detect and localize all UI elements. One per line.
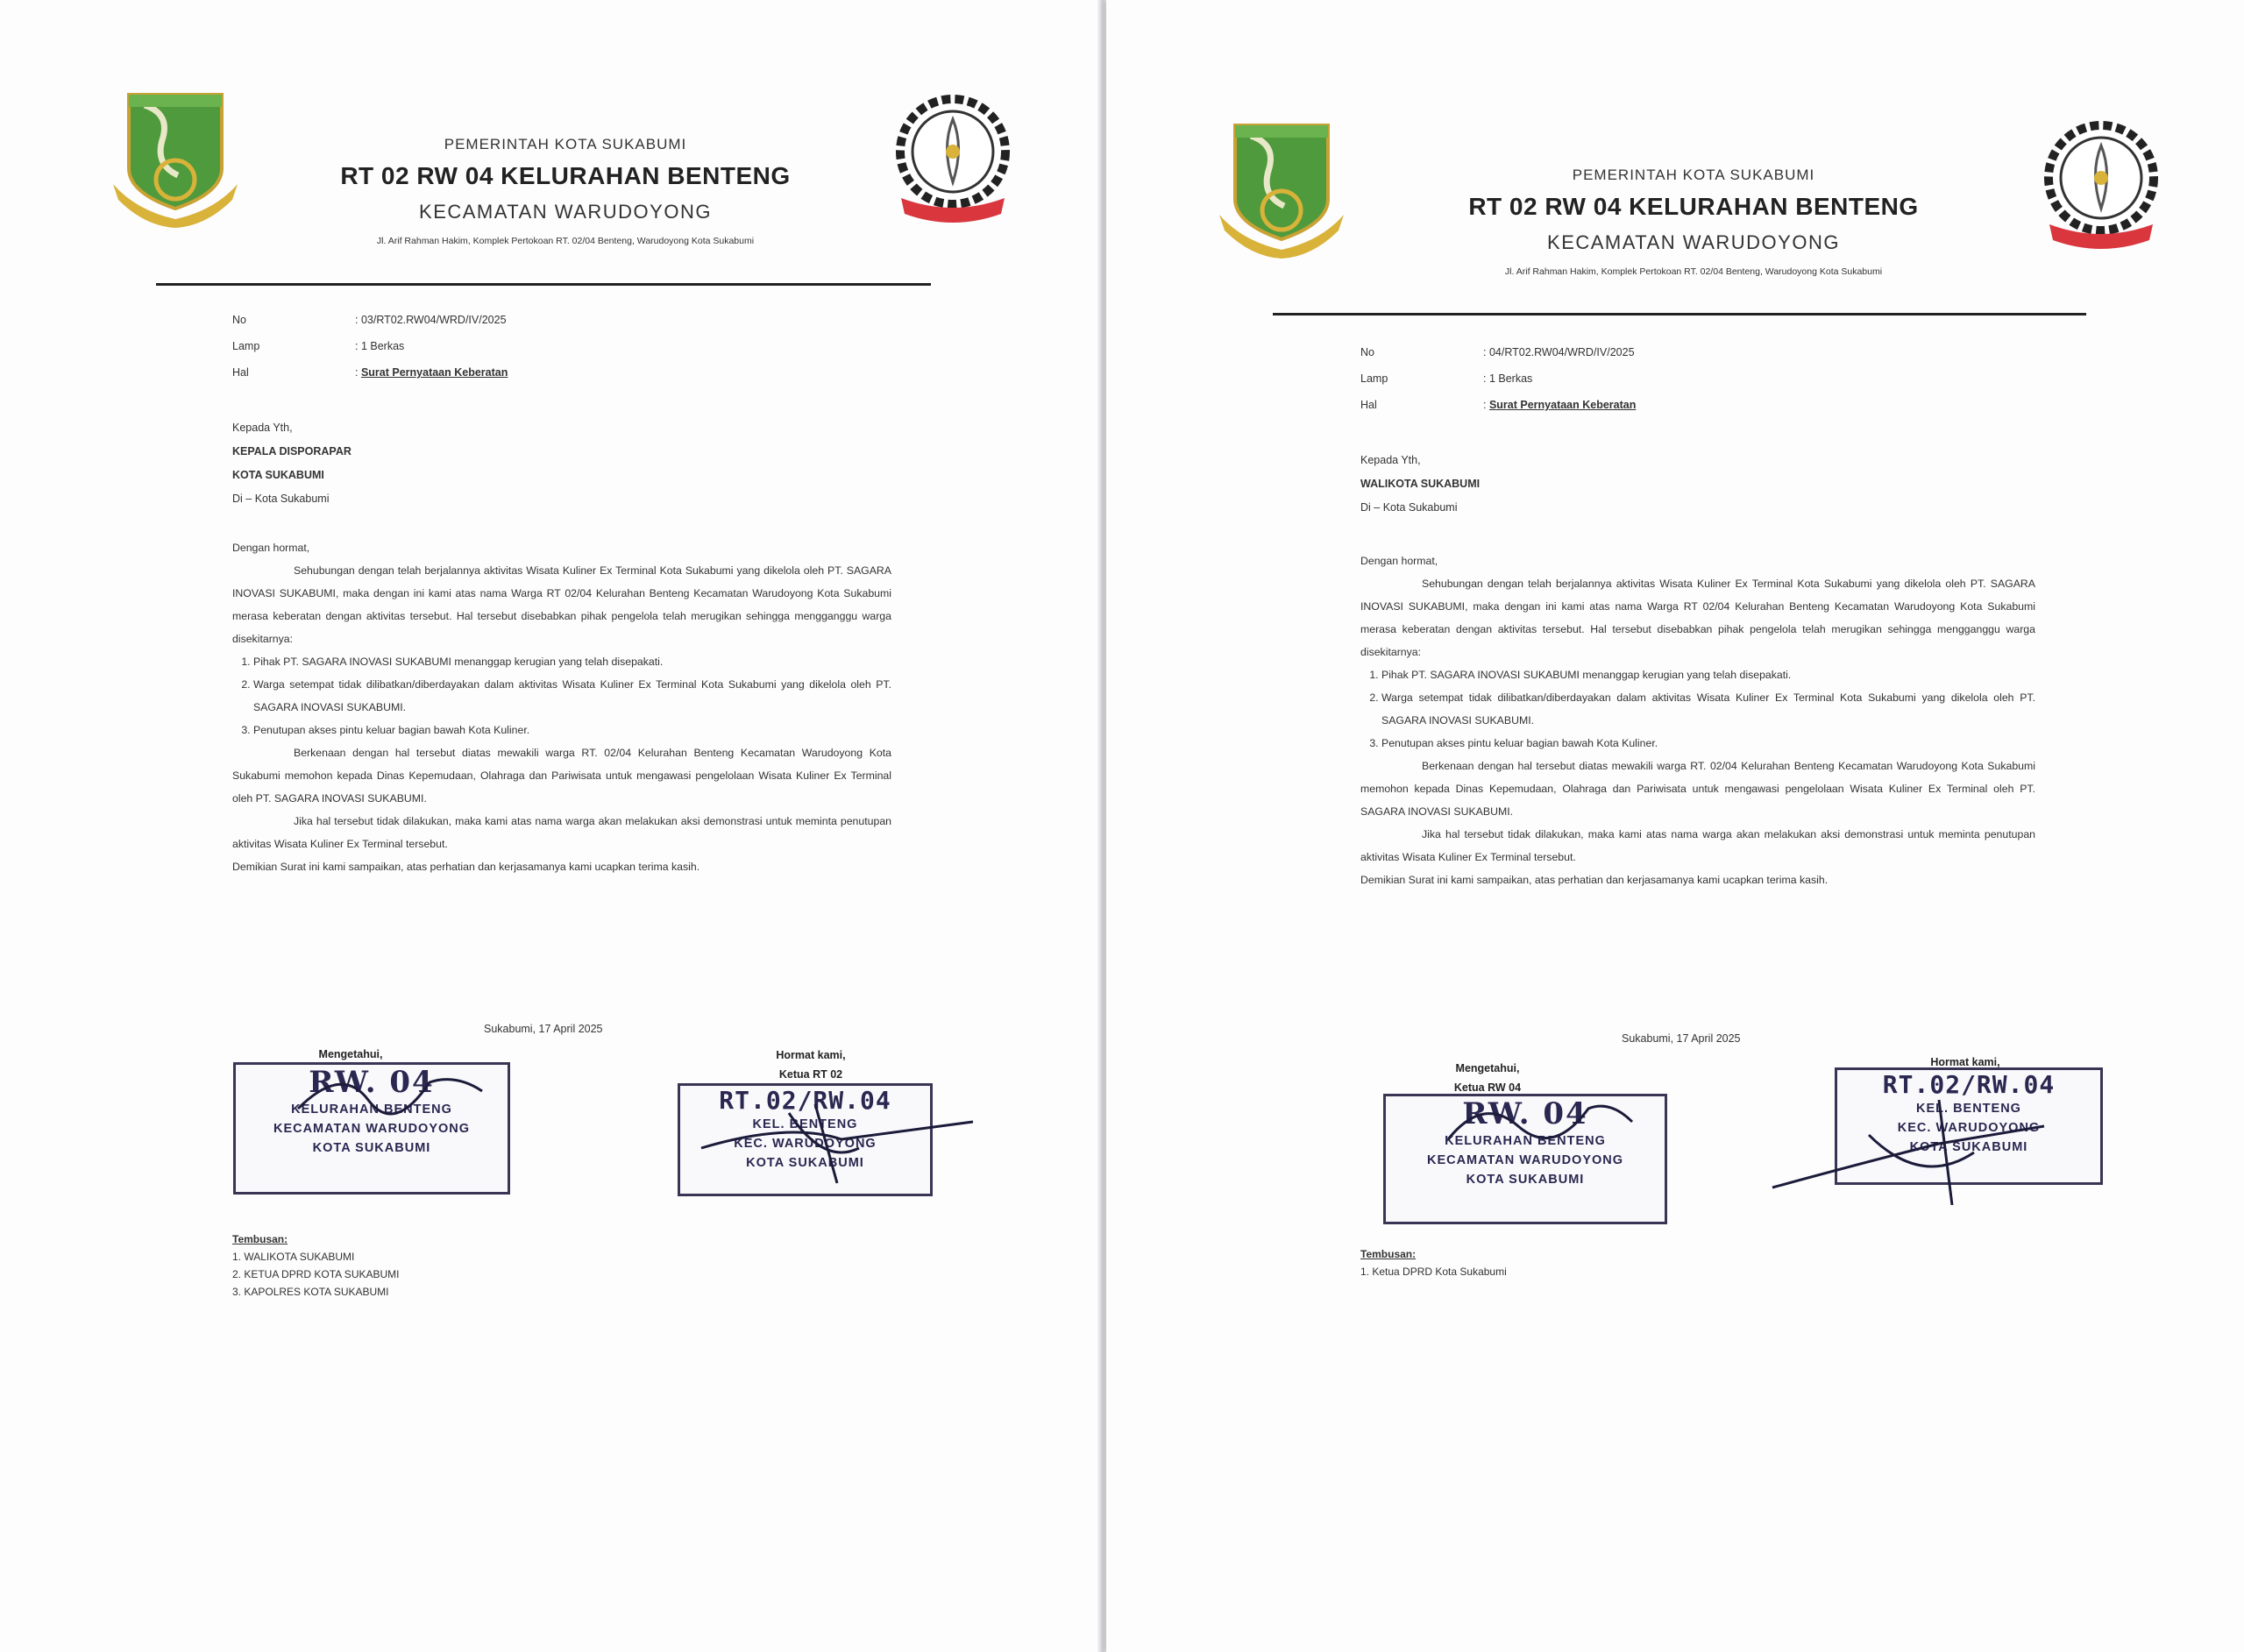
signature-label-left-2: Ketua RW 04 [1453,1081,1522,1094]
letterhead-gov: PEMERINTAH KOTA SUKABUMI [1572,167,1815,183]
recipient-line3: Di – Kota Sukabumi [232,493,330,505]
letterhead [228,136,903,246]
lamp-value: : 1 Berkas [1483,372,1533,385]
signature-date: Sukabumi, 17 April 2025 [484,1023,603,1035]
rw-stamp-title: RW. 04 [309,1065,435,1100]
recipient-block [232,416,352,511]
recipient-line2: KOTA SUKABUMI [232,469,324,481]
letterhead [1352,167,2035,277]
no-value: : 04/RT02.RW04/WRD/IV/2025 [1483,346,1635,358]
rt-seal-icon [896,95,1010,226]
complaint-item-1: 1. Pihak PT. SAGARA INOVASI SUKABUMI menanggap kerugian yang telah disepakati. [1381,663,2035,686]
letterhead-rule [1273,313,2086,316]
body-paragraph-3: Jika hal tersebut tidak dilakukan, maka kami atas nama warga akan melakukan aksi demonstrasi untuk meminta penutupan aktivitas Wisata Kuliner Ex Terminal tersebut. [1360,828,2035,863]
rt-seal-icon [2044,121,2158,252]
lamp-value: : 1 Berkas [355,340,405,352]
complaint-item-2: 2. Warga setempat tidak dilibatkan/diberdayakan dalam aktivitas Wisata Kuliner Ex Terminal Kota Sukabumi yang dikelola oleh PT. SAGARA INOVASI SUKABUMI. [253,673,891,719]
letter-page-left [0,0,1099,1652]
cc-block [1360,1245,1507,1280]
greeting: Dengan hormat, [1360,555,1438,567]
rt-stamp-line3: KOTA SUKABUMI [746,1156,864,1170]
city-emblem-icon [110,88,241,228]
cc-block [232,1230,400,1301]
recipient-line1: WALIKOTA SUKABUMI [1360,478,1481,490]
complaint-item-3: 3. Penutupan akses pintu keluar bagian bawah Kota Kuliner. [1381,732,2035,755]
rw-stamp-line3: KOTA SUKABUMI [1466,1173,1585,1187]
letter-page-right [1106,0,2244,1652]
signature-label-right: Hormat kami, [1930,1056,2000,1068]
complaint-item-1: 1. Pihak PT. SAGARA INOVASI SUKABUMI menanggap kerugian yang telah disepakati. [253,650,891,673]
rt-stamp-line1: KEL. BENTENG [1916,1102,2021,1116]
signature-label-right-2: Ketua RT 02 [778,1068,843,1081]
letter-meta: No : 04/RT02.RW04/WRD/IV/2025 Lamp : 1 Berkas Hal : Surat Pernyataan Keberatan [1360,339,1636,418]
body-paragraph-2: Berkenaan dengan hal tersebut diatas mewakili warga RT. 02/04 Kelurahan Benteng Kecamatan Warudoyong Kota Sukabumi memohon kepada Dinas Kepemudaan, Olahraga dan Pariwisata untuk mengawasi pengelolaan Wisata Kuliner Ex Terminal oleh PT. SAGARA INOVASI SUKABUMI. [1360,760,2035,818]
hal-value: Surat Pernyataan Keberatan [360,366,508,379]
lamp-label: Lamp [232,340,260,352]
letterhead-district: KECAMATAN WARUDOYONG [419,201,712,223]
letterhead-district: KECAMATAN WARUDOYONG [1547,231,1840,253]
body-paragraph-3: Jika hal tersebut tidak dilakukan, maka kami atas nama warga akan melakukan aksi demonstrasi untuk meminta penutupan aktivitas Wisata Kuliner Ex Terminal tersebut. [232,815,891,850]
rw-stamp-line3: KOTA SUKABUMI [312,1141,431,1155]
letterhead-title: RT 02 RW 04 KELURAHAN BENTENG [1468,193,1919,220]
letter-body [232,536,891,878]
rt-stamp-line3: KOTA SUKABUMI [1909,1140,2028,1154]
no-label: No [1360,346,1374,358]
rw-stamp-line1: KELURAHAN BENTENG [1445,1134,1606,1148]
signature-label-right-1: Hormat kami, [776,1049,846,1061]
letterhead-gov: PEMERINTAH KOTA SUKABUMI [444,136,687,152]
cc-item-2: 2. KETUA DPRD KOTA SUKABUMI [232,1268,400,1280]
body-paragraph-1: Sehubungan dengan telah berjalannya aktivitas Wisata Kuliner Ex Terminal Kota Sukabumi yang dikelola oleh PT. SAGARA INOVASI SUKABUMI, maka dengan ini kami atas nama Warga RT 02/04 Kelurahan Benteng Kecamatan Warudoyong Kota Sukabumi merasa keberatan dengan aktivitas tersebut. Hal tersebut disebabkan pihak pengelola telah merugikan sehingga mengganggu warga disekitarnya: [232,564,891,645]
greeting: Dengan hormat, [232,542,310,554]
hal-value: Surat Pernyataan Keberatan [1488,399,1637,411]
no-value: : 03/RT02.RW04/WRD/IV/2025 [355,314,507,326]
body-paragraph-4: Demikian Surat ini kami sampaikan, atas perhatian dan kerjasamanya kami ucapkan terima kasih. [1360,874,1829,886]
city-emblem-icon [1216,118,1347,259]
rw-signature-scribble [1439,1078,1641,1157]
complaint-item-2: 2. Warga setempat tidak dilibatkan/diberdayakan dalam aktivitas Wisata Kuliner Ex Terminal Kota Sukabumi yang dikelola oleh PT. SAGARA INOVASI SUKABUMI. [1381,686,2035,732]
rw-stamp-line1: KELURAHAN BENTENG [291,1103,452,1117]
rt-signature-scribble [1764,1082,2079,1205]
letterhead-title: RT 02 RW 04 KELURAHAN BENTENG [340,162,791,189]
rt-stamp-line2: KEC. WARUDOYONG [1897,1121,2041,1135]
recipient-to: Kepada Yth, [1360,454,1421,466]
complaint-item-3: 3. Penutupan akses pintu keluar bagian bawah Kota Kuliner. [253,719,891,741]
letter-body [1360,549,2035,891]
recipient-block [1360,449,1480,520]
body-paragraph-1: Sehubungan dengan telah berjalannya aktivitas Wisata Kuliner Ex Terminal Kota Sukabumi yang dikelola oleh PT. SAGARA INOVASI SUKABUMI, maka dengan ini kami atas nama Warga RT 02/04 Kelurahan Benteng Kecamatan Warudoyong Kota Sukabumi merasa keberatan dengan aktivitas tersebut. Hal tersebut disebabkan pihak pengelola telah merugikan sehingga mengganggu warga disekitarnya: [1360,578,2035,658]
hal-label: Hal [232,366,249,379]
rt-stamp-title: RT.02/RW.04 [1882,1070,2056,1099]
signature-label-left-1: Mengetahui, [1455,1062,1520,1074]
rt-signature-scribble [684,1087,982,1192]
recipient-line1: KEPALA DISPORAPAR [232,445,352,457]
cc-item-1: 1. WALIKOTA SUKABUMI [232,1251,355,1263]
letterhead-rule [156,283,931,286]
rw-signature-scribble [289,1056,491,1126]
rw-stamp-line2: KECAMATAN WARUDOYONG [273,1122,471,1136]
rw-stamp-title: RW. 04 [1462,1096,1588,1131]
cc-title: Tembusan: [1360,1248,1417,1260]
cc-title: Tembusan: [232,1233,288,1245]
signature-date: Sukabumi, 17 April 2025 [1622,1032,1741,1045]
signature-label-right [745,1046,877,1084]
recipient-to: Kepada Yth, [232,422,293,434]
cc-item-3: 3. KAPOLRES KOTA SUKABUMI [232,1286,389,1298]
rt-stamp-line2: KEC. WARUDOYONG [734,1137,877,1151]
cc-item-1: 1. Ketua DPRD Kota Sukabumi [1360,1266,1507,1278]
letter-meta: No : 03/RT02.RW04/WRD/IV/2025 Lamp : 1 Berkas Hal : Surat Pernyataan Keberatan [232,307,508,386]
hal-label: Hal [1360,399,1377,411]
body-paragraph-2: Berkenaan dengan hal tersebut diatas mewakili warga RT. 02/04 Kelurahan Benteng Kecamatan Warudoyong Kota Sukabumi memohon kepada Dinas Kepemudaan, Olahraga dan Pariwisata untuk mengawasi pengelolaan Wisata Kuliner Ex Terminal oleh PT. SAGARA INOVASI SUKABUMI. [232,747,891,805]
letterhead-address: Jl. Arif Rahman Hakim, Komplek Pertokoan RT. 02/04 Benteng, Warudoyong Kota Sukabumi [376,236,755,246]
lamp-label: Lamp [1360,372,1388,385]
no-label: No [232,314,246,326]
rt-stamp-line1: KEL. BENTENG [752,1117,858,1131]
recipient-line2: Di – Kota Sukabumi [1360,501,1458,514]
letterhead-address: Jl. Arif Rahman Hakim, Komplek Pertokoan RT. 02/04 Benteng, Warudoyong Kota Sukabumi [1504,266,1883,277]
rt-stamp-title: RT.02/RW.04 [719,1086,891,1115]
body-paragraph-4: Demikian Surat ini kami sampaikan, atas perhatian dan kerjasamanya kami ucapkan terima kasih. [232,861,700,873]
signature-label-left: Mengetahui, [318,1048,383,1060]
rw-stamp-line2: KECAMATAN WARUDOYONG [1426,1153,1624,1167]
